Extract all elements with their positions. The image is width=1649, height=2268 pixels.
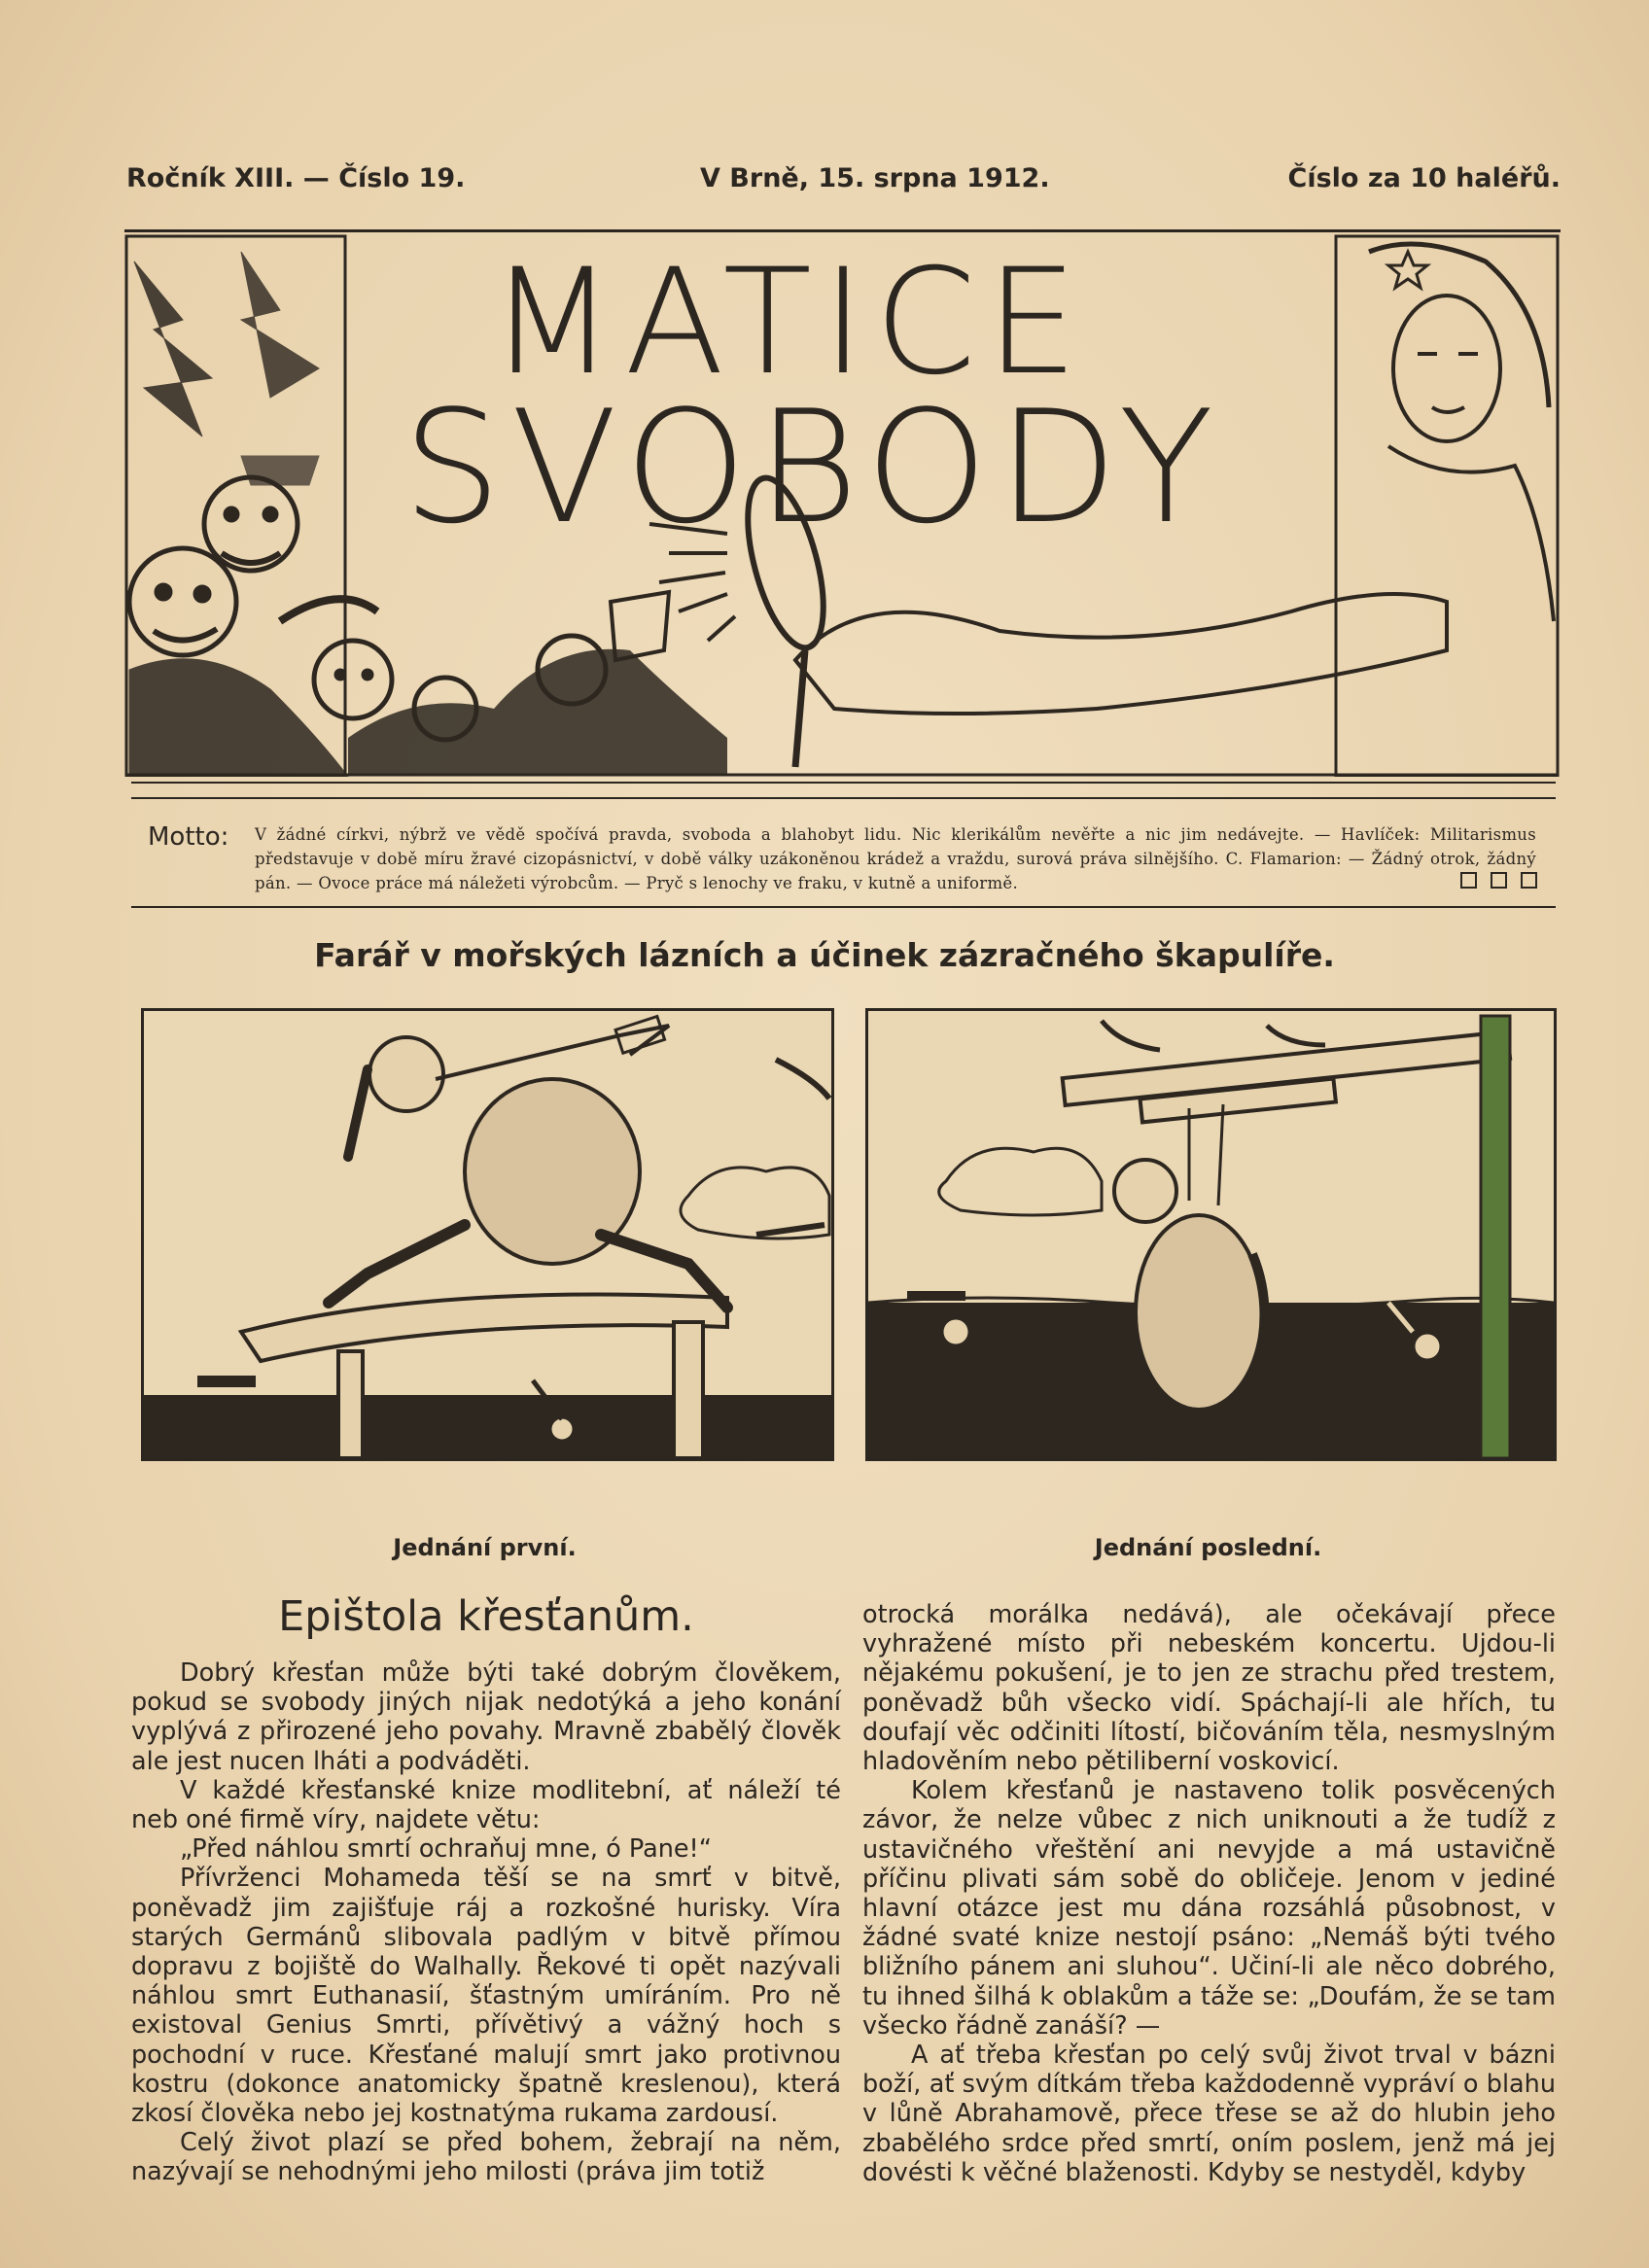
issue-header [126,163,1561,202]
masthead-title-line2: SVOBODY [403,376,1224,558]
divider [131,906,1556,908]
cartoon-caption-first: Jednání první. [393,1534,577,1561]
article-title: Epištola křesťanům. [278,1592,694,1641]
paragraph: Dobrý křesťan může býti také dobrým člověkem, pokud se svobody jiných nijak nedotýká a jeho konání vyplývá z přirozené jeho povahy. Mravně zbabělý člověk ale jest nucen lháti a podváděti. [131,1658,841,1776]
paragraph: „Před náhlou smrtí ochraňuj mne, ó Pane!“ [180,1834,712,1865]
cartoon-caption-last: Jednání poslední. [1094,1534,1322,1561]
divider [131,782,1556,784]
paragraph: V každé křesťanské knize modlitební, ať náleží té neb oné firmě víry, najdete větu: [131,1775,841,1835]
cartoon-panel-last [865,1008,1557,1461]
issue-date: V Brně, 15. srpna 1912. [700,163,1050,193]
article-column-right [862,1600,1556,2187]
paragraph: Přívrženci Mohameda těší se na smrť v bitvě, poněvadž jim zajišťuje ráj a rozkošné hurisky. Víra starých Germánů slibovala padlým v bitvě přímou dopravu z bojiště do Walhally. Řekové ti opět nazývali náhlou smrt Euthanasií, šťastným umíráním. Pro ně existoval Genius Smrti, přívětivý a vážný hoch s pochodní v ruce. Křesťané malují smrt jako protivnou kostru (dokonce anatomicky špatně kreslenou), která zkosí člověka nebo jej kostnatýma rukama zardousí. [131,1864,841,2129]
article-column-left [131,1658,841,2187]
paragraph: A ať třeba křesťan po celý svůj život trval v bázni boží, ať svým dítkám třeba každodenně vypráví o blahu v lůně Abrahamově, přece třese se až do hlubin jeho zbabělého srdce před smrtí, oním poslem, jenž má jej dovésti k věčné blaženosti. Kdyby se nestyděl, kdyby [862,2041,1556,2187]
motto-label: Motto: [148,822,229,852]
cartoon-illustration-last [868,1011,1554,1458]
masthead-title-line1: MATICE [489,238,1088,407]
paragraph: Kolem křesťanů je nastaveno tolik posvěcených závor, že nelze vůbec z nich uniknouti a že tudíž z ustavičného vřeštění ani nevyjde a má ustavičně příčinu plivati sám sobě do obličeje. Jenom v jediné hlavní otázce jest mu dána rozsáhlá působnost, v žádné svaté knize nestojí psáno: „Nemáš býti tvého bližního pánem ani sluhou“. Učiní-li ale něco dobrého, tu ihned šilhá k oblakům a táže se: „Doufám, že se tam všecko řádně zanáší? — [862,1776,1556,2041]
cartoon-title: Farář v mořských lázních a účinek zázračného škapulíře. [314,936,1335,974]
divider [131,797,1556,799]
issue-price: Číslo za 10 haléřů. [1287,163,1561,193]
masthead [124,229,1561,777]
paragraph: Celý život plazí se před bohem, žebrají na něm, nazývají se nehodnými jeho milosti (práva jim totiž [131,2128,841,2187]
paragraph: otrocká morálka nedává), ale očekávají přece vyhražené místo při nebeském koncertu. Ujdou-li nějakému pokušení, je to jen ze strachu před trestem, poněvadž bůh všecko vidí. Spáchají-li ale hřích, tu doufají věc odčiniti lítostí, bičováním těla, nesmyslným hladověním nebo pětiliberní voskovicí. [862,1600,1556,1777]
cartoon-illustration-first [144,1011,831,1458]
cartoon-panel-first [141,1008,834,1461]
volume-number: Ročník XIII. — Číslo 19. [126,163,466,193]
motto-text: V žádné církvi, nýbrž ve vědě spočívá pravda, svoboda a blahobyt lidu. Nic klerikálům nevěřte a nic jim nedávejte. — Havlíček: Militarismus představuje v době míru žravé cizopásnictví, v době války uzákoněnou krádež a vraždu, surová práva silnějšího. C. Flamarion: — Žádný otrok, žádný pán. — Ovoce práce má náležeti výrobcům. — Pryč s lenochy ve fraku, v kutně a uniformě. [255,825,1536,892]
motto-ornament [1447,872,1537,892]
